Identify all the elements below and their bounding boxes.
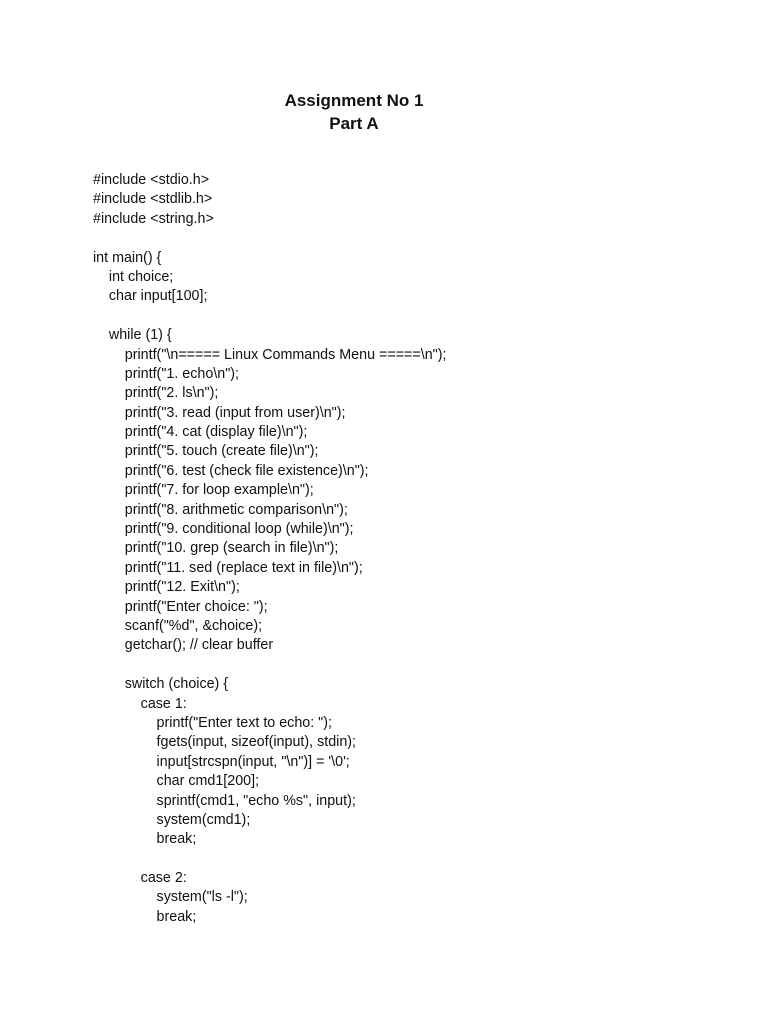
- code-line: printf("7. for loop example\n");: [93, 482, 314, 499]
- code-line: system(cmd1);: [93, 811, 251, 828]
- code-line: #include <stdio.h>: [93, 172, 210, 188]
- code-line: case 1:: [93, 695, 187, 712]
- code-line: break;: [93, 831, 197, 848]
- code-line: int choice;: [93, 268, 174, 285]
- code-line: case 2:: [93, 870, 187, 887]
- code-line: printf("1. echo\n");: [93, 365, 240, 382]
- code-line: [93, 229, 446, 248]
- code-line: while (1) {: [93, 327, 172, 344]
- code-line: system("ls -l");: [93, 889, 248, 906]
- code-line: printf("\n===== Linux Commands Menu =====\n");: [93, 346, 447, 363]
- code-line: switch (choice) {: [93, 676, 229, 693]
- code-line: printf("Enter text to echo: ");: [93, 714, 332, 731]
- document-title: Assignment No 1: [284, 91, 424, 110]
- code-line: break;: [93, 908, 197, 925]
- code-line: fgets(input, sizeof(input), stdin);: [93, 734, 357, 751]
- code-line: printf("4. cat (display file)\n");: [93, 424, 308, 441]
- code-line: printf("12. Exit\n");: [93, 579, 240, 596]
- document-subtitle: Part A: [329, 114, 379, 133]
- code-line: printf("10. grep (search in file)\n");: [93, 540, 339, 557]
- code-line: char input[100];: [93, 288, 208, 305]
- code-line: [93, 656, 446, 675]
- code-line: char cmd1[200];: [93, 773, 260, 790]
- code-line: [93, 850, 446, 869]
- code-line: printf("8. arithmetic comparison\n");: [93, 501, 348, 518]
- code-line: scanf("%d", &choice);: [93, 617, 263, 634]
- code-line: printf("6. test (check file existence)\n");: [93, 462, 369, 479]
- code-line: #include <string.h>: [93, 210, 214, 227]
- code-line: input[strcspn(input, "\n")] = '\0';: [93, 753, 350, 770]
- code-line: printf("Enter choice: ");: [93, 598, 268, 615]
- code-line: #include <stdlib.h>: [93, 191, 213, 208]
- code-line: printf("5. touch (create file)\n");: [93, 443, 319, 460]
- code-line: [93, 307, 446, 326]
- code-line: printf("9. conditional loop (while)\n");: [93, 521, 354, 538]
- code-block: [93, 171, 446, 927]
- code-line: int main() {: [93, 249, 162, 266]
- code-line: sprintf(cmd1, "echo %s", input);: [93, 792, 356, 809]
- code-line: printf("3. read (input from user)\n");: [93, 404, 346, 421]
- code-line: getchar(); // clear buffer: [93, 637, 274, 654]
- code-line: printf("11. sed (replace text in file)\n");: [93, 559, 363, 576]
- code-line: printf("2. ls\n");: [93, 385, 219, 402]
